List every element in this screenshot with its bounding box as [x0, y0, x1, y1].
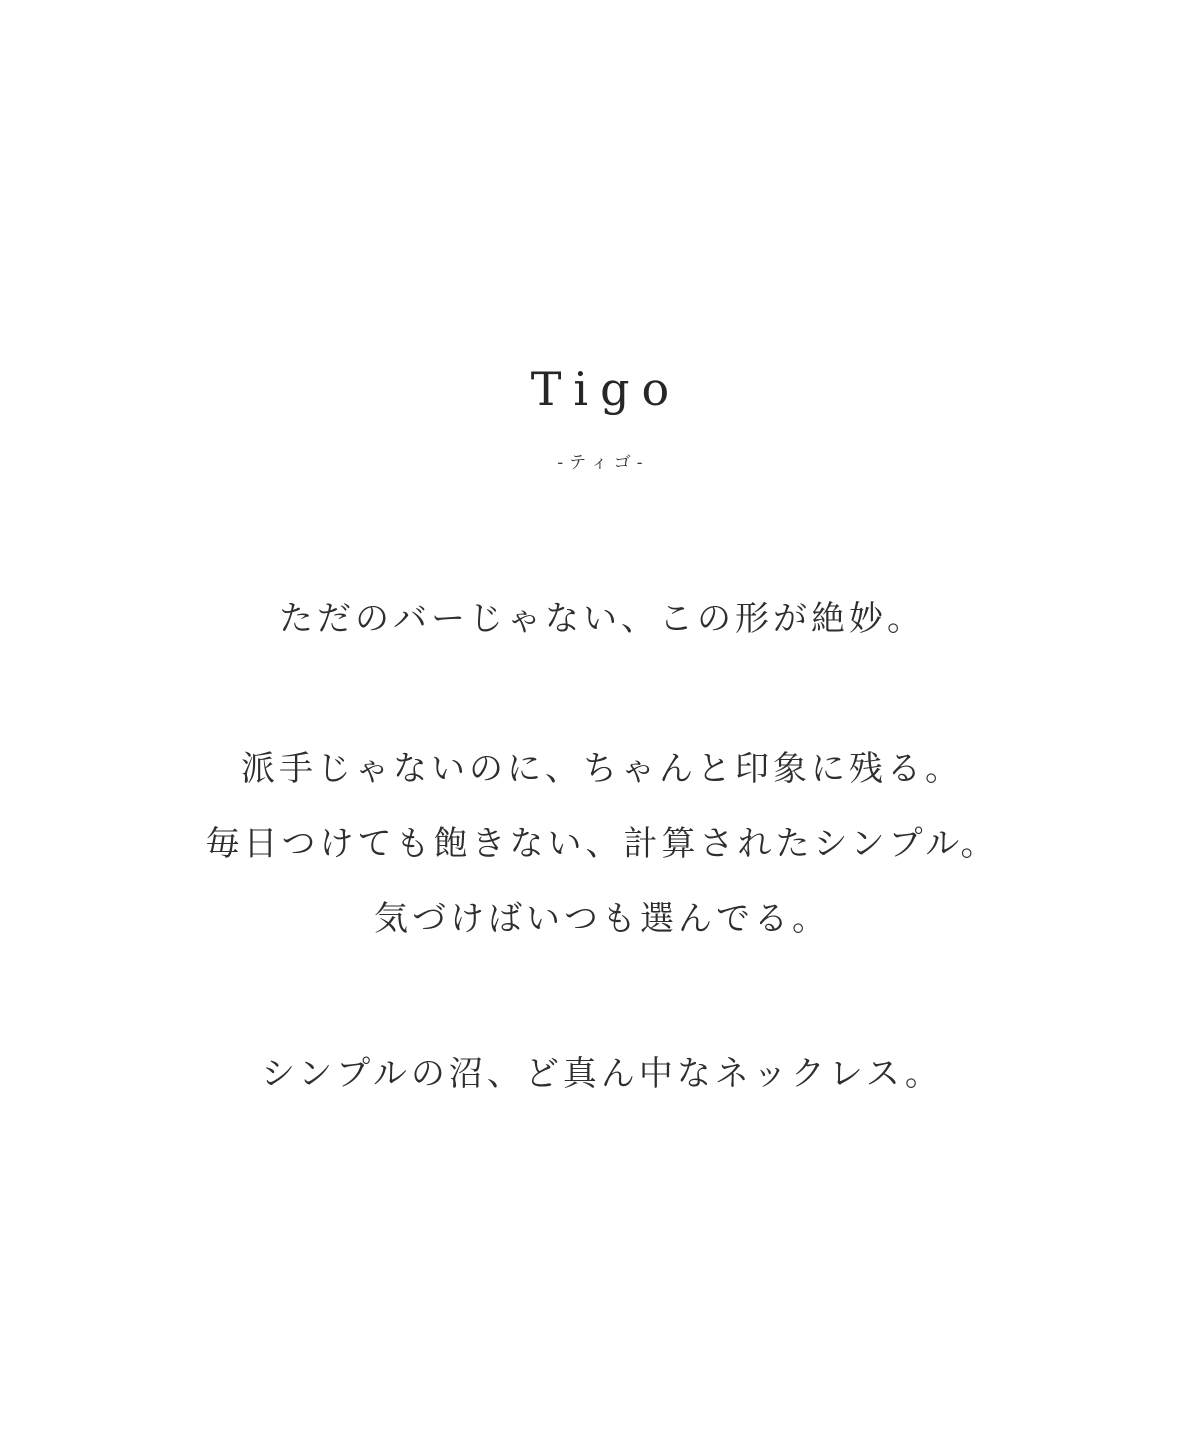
description-line: 毎日つけても飽きない、計算されたシンプル。	[205, 824, 999, 864]
product-title: Tigo	[530, 362, 682, 416]
description-paragraph	[201, 732, 998, 957]
description-line: 気づけばいつも選んでる。	[373, 899, 830, 939]
tagline: ただのバーじゃない、この形が絶妙。	[279, 599, 925, 639]
closing-line: シンプルの沼、ど真ん中なネックレス。	[261, 1054, 943, 1094]
product-subtitle-kana: -ティゴ-	[557, 453, 649, 473]
description-line: 派手じゃないのに、ちゃんと印象に残る。	[240, 749, 963, 789]
